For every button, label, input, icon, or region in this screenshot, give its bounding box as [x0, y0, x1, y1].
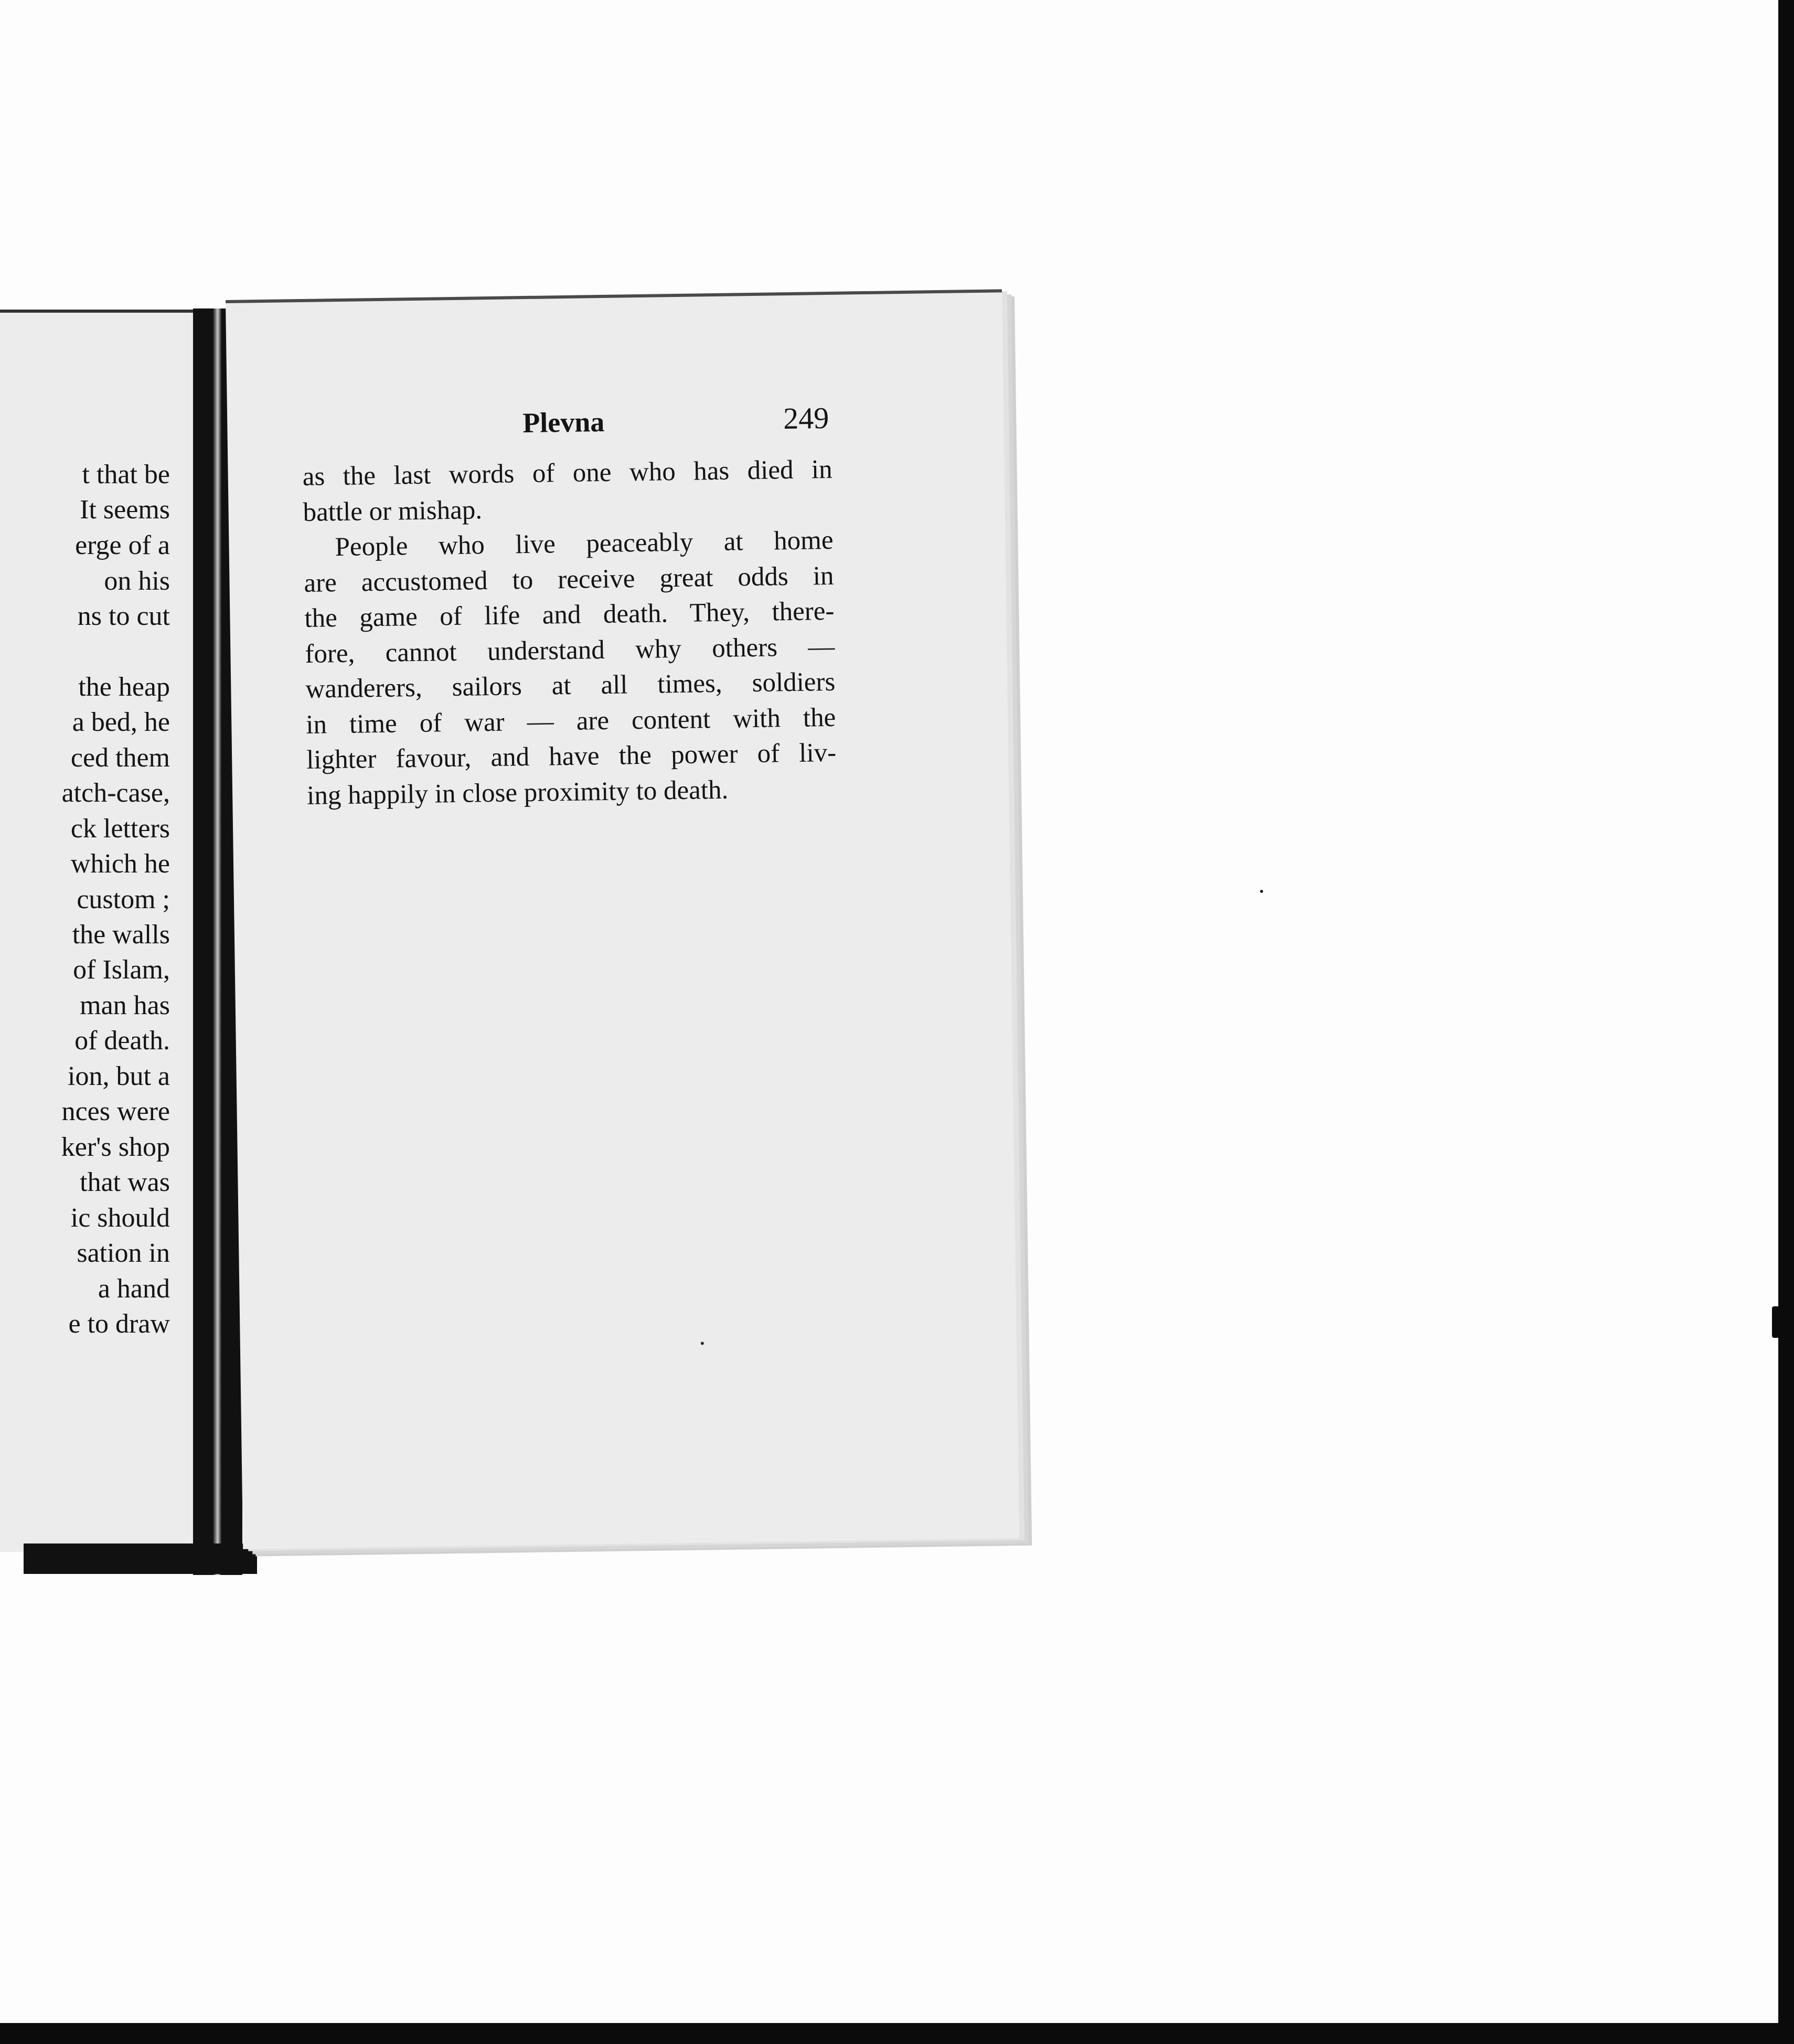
running-title: Plevna	[522, 406, 605, 439]
left-page-line: custom ;	[77, 885, 170, 914]
text-line: are accustomed to receive great odds in	[304, 561, 834, 598]
left-page-line: of death.	[74, 1026, 170, 1056]
scan-border-right	[1778, 0, 1794, 2044]
right-page	[226, 289, 1019, 1549]
left-page-line: e to draw	[68, 1309, 170, 1339]
left-page-line: nces were	[61, 1096, 170, 1126]
scan-speck	[1260, 890, 1263, 893]
left-page-line: ck letters	[70, 814, 170, 844]
left-page-line: erge of a	[75, 530, 170, 560]
left-page-line: ns to cut	[77, 601, 170, 631]
text-line: the game of life and death. They, there-	[304, 596, 835, 633]
text-line: fore, cannot understand why others —	[305, 632, 835, 669]
running-head	[227, 400, 1004, 448]
book-spine-foot	[24, 1543, 257, 1574]
text-line: ing happily in close proximity to death.	[306, 775, 729, 811]
left-page-line: ced them	[70, 743, 170, 773]
left-page-line: a hand	[98, 1274, 170, 1304]
left-page-line: ion, but a	[68, 1061, 170, 1091]
left-page-line: It seems	[80, 495, 170, 525]
left-page-line: a bed, he	[72, 707, 170, 737]
page-number: 249	[783, 400, 829, 436]
page-speck	[701, 1342, 704, 1345]
scan-border-mark	[1772, 1306, 1779, 1338]
scan-border-bottom	[0, 2023, 1794, 2044]
text-line: as the last words of one who has died in	[302, 454, 833, 492]
left-page-line: the walls	[72, 920, 170, 950]
left-page-line: which he	[70, 849, 170, 879]
text-line: wanderers, sailors at all times, soldiers	[305, 667, 836, 704]
left-page-line: sation in	[77, 1238, 170, 1268]
left-page	[0, 310, 195, 1552]
left-page-line: of Islam,	[73, 955, 170, 985]
left-page-line: t that be	[82, 460, 170, 489]
text-line: battle or mishap.	[303, 495, 483, 527]
text-line: lighter favour, and have the power of liv-	[306, 738, 837, 775]
left-page-line: atch-case,	[61, 778, 170, 808]
text-line: People who live peaceably at home	[335, 525, 834, 562]
left-page-line: man has	[80, 991, 170, 1020]
left-page-line: ic should	[70, 1203, 170, 1233]
left-page-line: that was	[80, 1167, 170, 1197]
open-book	[0, 283, 1039, 1579]
body-text	[302, 452, 837, 814]
left-page-line: ker's shop	[61, 1132, 170, 1162]
text-line: in time of war — are content with the	[305, 702, 836, 740]
left-page-line: the heap	[78, 672, 170, 702]
left-page-line: on his	[104, 566, 170, 596]
